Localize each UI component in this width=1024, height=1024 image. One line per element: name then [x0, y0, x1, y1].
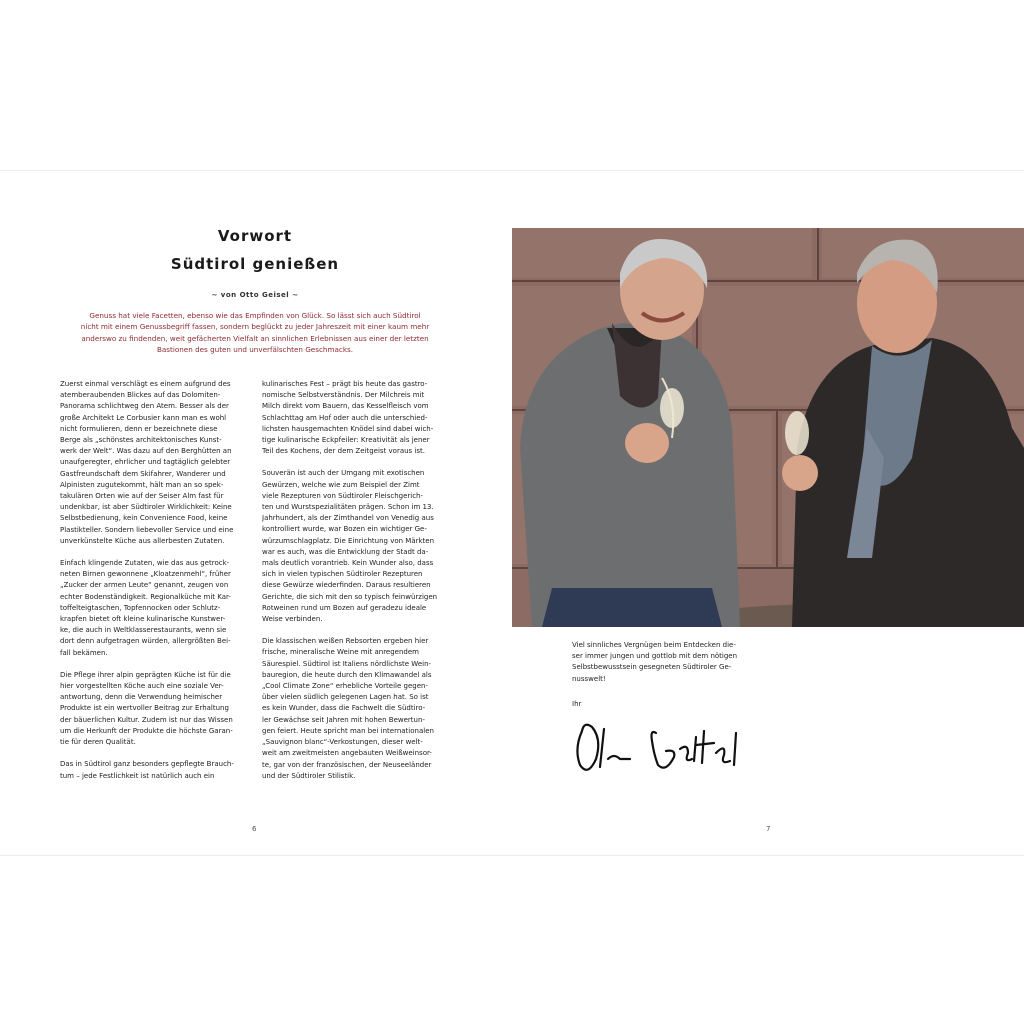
body-line: Gewürzen, welche wie zum Beispiel der Zimt	[262, 480, 420, 489]
body-line: takulären Orten wie auf der Seiser Alm fast für	[60, 492, 224, 501]
body-line: Souverän ist auch der Umgang mit exotischen	[262, 469, 425, 478]
body-line: Selbstbedienung, kein Convenience Food, keine	[60, 514, 228, 523]
body-line: neten Birnen gewonnene „Kloatzenmehl“, früher	[60, 570, 231, 579]
lead-paragraph	[60, 310, 450, 355]
lead-line: anderswo zu findenden, weit gefächerten Vielfalt an sinnlichen Erlebnissen aus einer der letzten	[81, 333, 429, 343]
body-line: Produkte ist ein wertvoller Beitrag zur Erhaltung	[60, 704, 229, 713]
body-line: der bäuerlichen Kultur. Zudem ist nur das Wissen	[60, 715, 233, 724]
body-line: frische, mineralische Weine mit anregendem	[262, 648, 419, 657]
author-byline: ~ von Otto Geisel ~	[211, 291, 299, 299]
body-line: „Cool Climate Zone“ erhebliche Vorteile gegen-	[262, 682, 428, 691]
body-line: und der Südtiroler Stilistik.	[262, 771, 356, 780]
body-line: große Architekt Le Corbusier kann man es wohl	[60, 413, 227, 422]
body-line: unverkünstelte Küche aus allerbesten Zutaten.	[60, 536, 225, 545]
body-line: te, gar von der französischen, der Neuseeländer	[262, 760, 432, 769]
body-line: ler Gewächse seit Jahren mit hohen Bewertun-	[262, 715, 425, 724]
closing-salutation: Ihr	[572, 700, 582, 708]
body-line: lichsten hausgemachten Knödel sind dabei wich-	[262, 424, 434, 433]
body-line: war es auch, was die Entwicklung der Stadt da-	[262, 547, 429, 556]
body-line: nicht formulieren, denn er bezeichnete diese	[60, 424, 218, 433]
left-column-paragraph	[60, 558, 250, 659]
body-line: nomische Selbstverständnis. Der Milchreis mit	[262, 391, 425, 400]
body-line: weit am zweitmeisten angebauten Weißweinsor-	[262, 749, 432, 758]
body-line: Das in Südtirol ganz besonders gepflegte Brauch-	[60, 760, 234, 769]
body-line: Die Pflege ihrer alpin geprägten Küche ist für die	[60, 670, 231, 679]
closing-line: Selbstbewusstsein gesegneten Südtiroler Ge-	[572, 663, 732, 672]
right-column-paragraph	[262, 468, 452, 625]
body-line: echter Bodenständigkeit. Regionalküche mit Kar-	[60, 592, 231, 601]
page-number-right: 7	[766, 825, 771, 833]
body-line: tige kulinarische Eckpfeiler: Kreativität als jener	[262, 436, 430, 445]
body-line: Schlachttag am Hof oder auch die unterschied-	[262, 413, 428, 422]
body-line: würzumschlagplatz. Die Einrichtung von Märkten	[262, 536, 435, 545]
body-line: mals deutlich vorantrieb. Kein Wunder also, dass	[262, 559, 434, 568]
page-number-left: 6	[252, 825, 257, 833]
body-line: toffelteigtaschen, Topfennocken oder Schlutz-	[60, 603, 221, 612]
body-line: um die Herkunft der Produkte die höchste Garan-	[60, 726, 233, 735]
body-line: es kein Wunder, dass die Fachwelt die Südtiro-	[262, 704, 426, 713]
body-line: Plastikteller. Sondern liebevoller Service und eine	[60, 525, 234, 534]
body-line: tum – jede Festlichkeit ist natürlich auch ein	[60, 771, 215, 780]
body-line: Zuerst einmal verschlägt es einem aufgrund des	[60, 380, 231, 388]
body-line: diese Gewürze wiederfinden. Daraus resultieren	[262, 581, 431, 590]
body-line: Milch direkt vom Bauern, das Kesselfleisch vom	[262, 402, 429, 411]
right-column-paragraph	[262, 379, 452, 457]
body-line: werk der Welt“. Was dazu auf den Berghütten an	[60, 447, 232, 456]
body-line: fall bekämen.	[60, 648, 108, 657]
body-line: ke, die auch in Weltklasserestaurants, wenn sie	[60, 626, 227, 635]
body-line: sich in vielen typischen Südtiroler Rezepturen	[262, 570, 423, 579]
left-column-paragraph	[60, 379, 250, 547]
body-line: Alpinisten zugutekommt, hält man an so spek-	[60, 480, 224, 489]
body-column-right	[262, 379, 452, 793]
body-line: Weise verbinden.	[262, 615, 323, 624]
photo-illustration	[512, 228, 1024, 627]
body-line: antwortung, denn die Verwendung heimischer	[60, 693, 223, 702]
closing-line: ser immer jungen und gottlob mit dem nötigen	[572, 652, 738, 661]
body-line: unaufgeregter, ehrlicher und tagtäglich gelebter	[60, 458, 231, 467]
body-line: über vielen südlich gelegenen Lagen hat. So ist	[262, 693, 429, 702]
body-column-left	[60, 379, 250, 793]
left-column-paragraph	[60, 759, 250, 781]
body-line: Panorama schlichtweg den Atem. Besser als der	[60, 402, 229, 411]
body-line: viele Rezepturen von Südtiroler Fleischgerich-	[262, 491, 424, 500]
body-line: ten und Wurstspezialitäten prägen. Schon im 13.	[262, 503, 434, 512]
body-line: Rotweinen rund um Bozen auf geradezu ideale	[262, 603, 427, 612]
book-spread	[0, 170, 1024, 856]
body-line: Teil des Kochens, der dem Zeitgeist voraus ist.	[262, 447, 425, 456]
chapter-title: Vorwort	[217, 227, 293, 245]
closing-line: nusswelt!	[572, 674, 606, 683]
body-line: dort denn aufgetragen würden, allergrößten Bei-	[60, 637, 231, 646]
lead-line: Bastionen des guten und unverfälschten Geschmacks.	[156, 344, 354, 354]
body-line: Gastfreundschaft dem Skifahrer, Wanderer und	[60, 469, 226, 478]
body-line: kontrolliert wurde, war Bozen ein wichtiger Ge-	[262, 525, 427, 534]
body-line: tie für deren Qualität.	[60, 738, 136, 747]
body-line: „Zucker der armen Leute“ genannt, zeugen von	[60, 581, 229, 590]
body-line: kulinarisches Fest – prägt bis heute das gastro-	[262, 380, 428, 388]
body-line: Einfach klingende Zutaten, wie das aus getrock-	[60, 559, 230, 568]
body-line: bauregion, die heute durch den Klimawandel als	[262, 670, 432, 679]
handwritten-signature	[570, 719, 750, 779]
right-column-paragraph	[262, 636, 452, 782]
chapter-subtitle: Südtirol genießen	[170, 255, 340, 273]
body-line: krapfen bietet oft kleine kulinarische Kunstwer-	[60, 615, 226, 624]
body-line: Gerichte, die sich mit den so typisch feinwürzigen	[262, 592, 438, 601]
lead-line: nicht mit einem Genussbegriff fassen, sondern beglückt zu jeder Jahreszeit mit einer kaum mehr	[80, 322, 430, 332]
body-line: Säurespiel. Südtirol ist Italiens nördlichste Wein-	[262, 659, 432, 668]
body-line: hier vorgestellten Köche auch eine soziale Ver-	[60, 682, 224, 691]
body-line: atemberaubenden Blickes auf das Dolomiten-	[60, 391, 221, 400]
body-line: gen feiert. Heute spricht man bei internationalen	[262, 726, 434, 735]
body-line: „Sauvignon blanc“-Verkostungen, dieser welt-	[262, 738, 423, 747]
body-line: undenkbar, ist aber Südtiroler Wirklichkeit: Keine	[60, 503, 232, 512]
left-column-paragraph	[60, 670, 250, 748]
closing-line: Viel sinnliches Vergnügen beim Entdecken die-	[572, 641, 736, 649]
body-line: Die klassischen weißen Rebsorten ergeben hier	[262, 637, 429, 646]
body-line: Berge als „schönstes architektonisches Kunst-	[60, 436, 222, 445]
photo-two-men-with-wine	[512, 228, 1024, 627]
lead-line: Genuss hat viele Facetten, ebenso wie das Empfinden von Glück. So lässt sich auch Südtirol	[89, 311, 421, 320]
closing-text	[572, 640, 772, 685]
body-line: Jahrhundert, als der Zimthandel von Venedig aus	[262, 514, 434, 523]
